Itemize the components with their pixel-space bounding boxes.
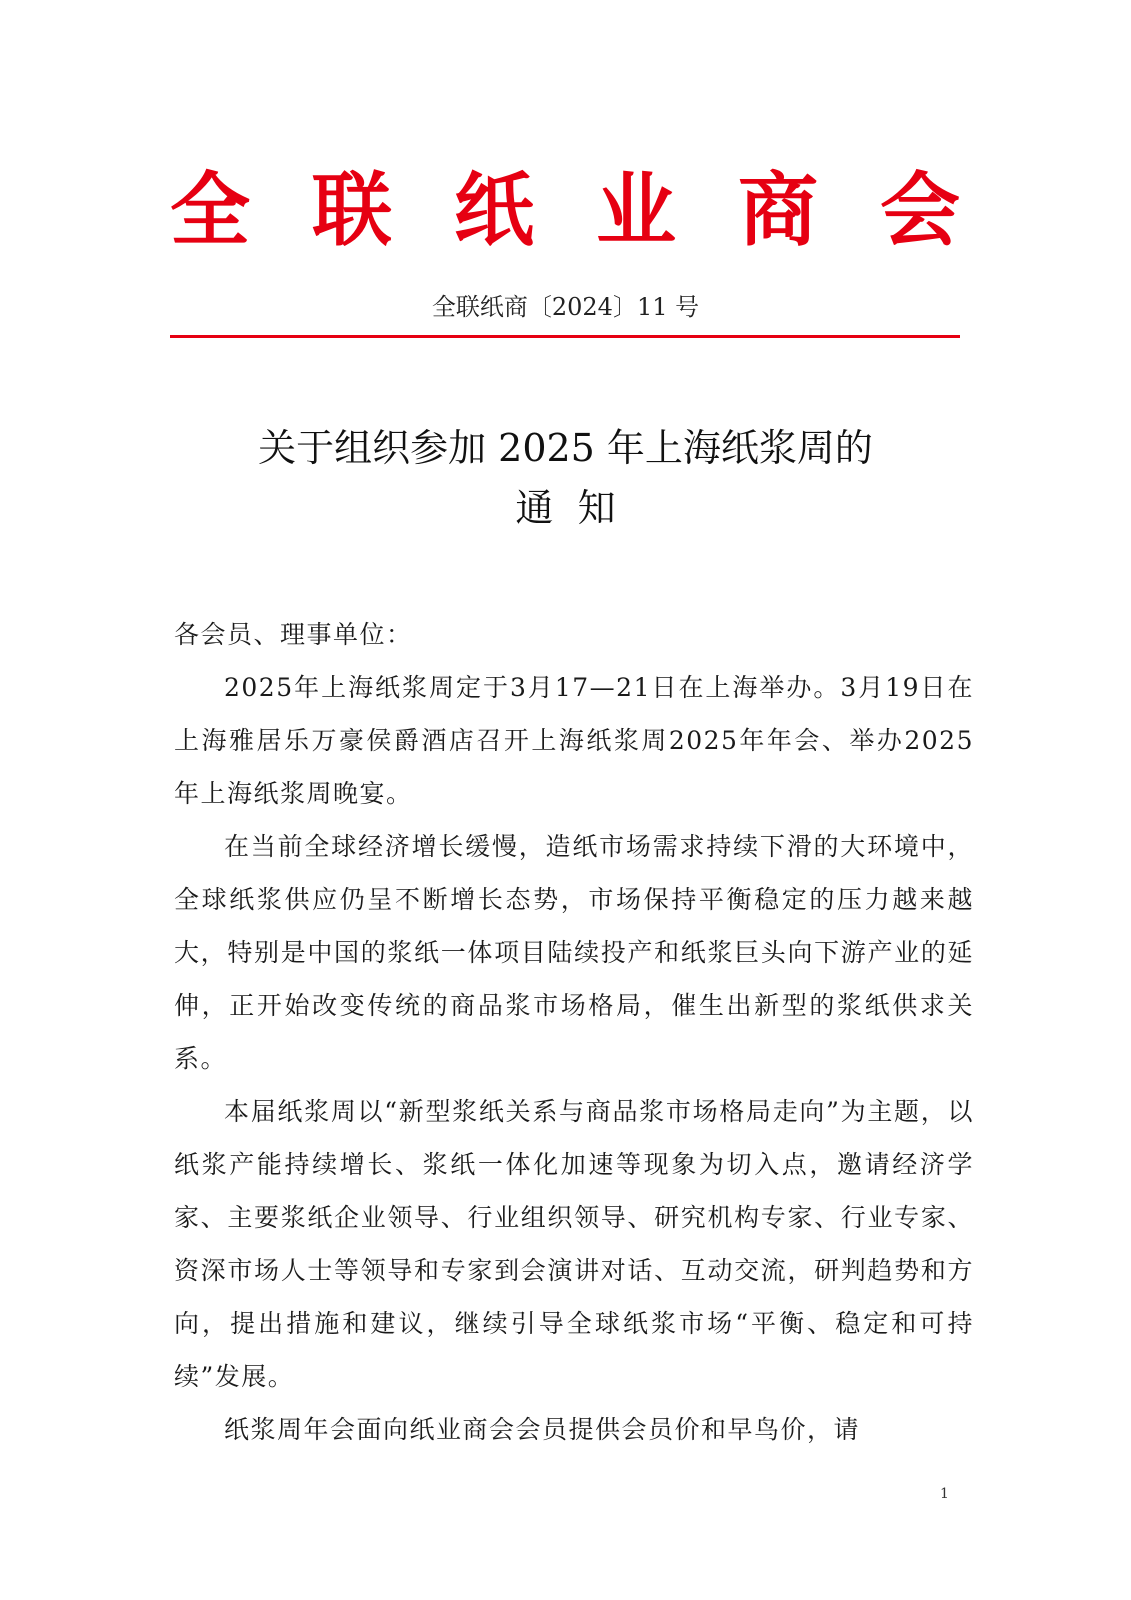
paragraph-2: 在当前全球经济增长缓慢，造纸市场需求持续下滑的大环境中，全球纸浆供应仍呈不断增长态势，市场保持平衡稳定的压力越来越大，特别是中国的浆纸一体项目陆续投产和纸浆巨头向下游产业的延伸，正开始改变传统的商品浆市场格局，催生出新型的浆纸供求关系。 (174, 832, 974, 1073)
org-title-char: 全 (170, 163, 250, 257)
salutation: 各会员、理事单位： (174, 620, 413, 649)
notice-title-line-1: 关于组织参加 2025 年上海纸浆周的 (258, 426, 873, 470)
paragraph-1: 2025年上海纸浆周定于3月17—21日在上海举办。3月19日在上海雅居乐万豪侯爵酒店召开上海纸浆周2025年年会、举办2025年上海纸浆周晚宴。 (174, 673, 974, 808)
notice-title (0, 418, 1131, 538)
org-title-char: 联 (312, 163, 392, 257)
org-title-char: 业 (596, 163, 676, 257)
notice-title-line-2: 通 知 (515, 486, 616, 530)
page-number: 1 (940, 1486, 949, 1502)
org-title-char: 会 (880, 163, 960, 257)
header-divider (170, 335, 960, 338)
organization-title (170, 160, 960, 260)
org-title-char: 商 (738, 163, 818, 257)
org-title-char: 纸 (454, 163, 534, 257)
document-number: 全联纸商〔2024〕11 号 (431, 293, 700, 321)
paragraph-4: 纸浆周年会面向纸业商会会员提供会员价和早鸟价，请 (224, 1415, 861, 1444)
paragraph-3: 本届纸浆周以“新型浆纸关系与商品浆市场格局走向”为主题，以纸浆产能持续增长、浆纸一体化加速等现象为切入点，邀请经济学家、主要浆纸企业领导、行业组织领导、研究机构专家、行业专家、资深市场人士等领导和专家到会演讲对话、互动交流，研判趋势和方向，提出措施和建议，继续引导全球纸浆市场“平衡、稳定和可持续”发展。 (174, 1097, 974, 1391)
notice-body (174, 608, 974, 1456)
